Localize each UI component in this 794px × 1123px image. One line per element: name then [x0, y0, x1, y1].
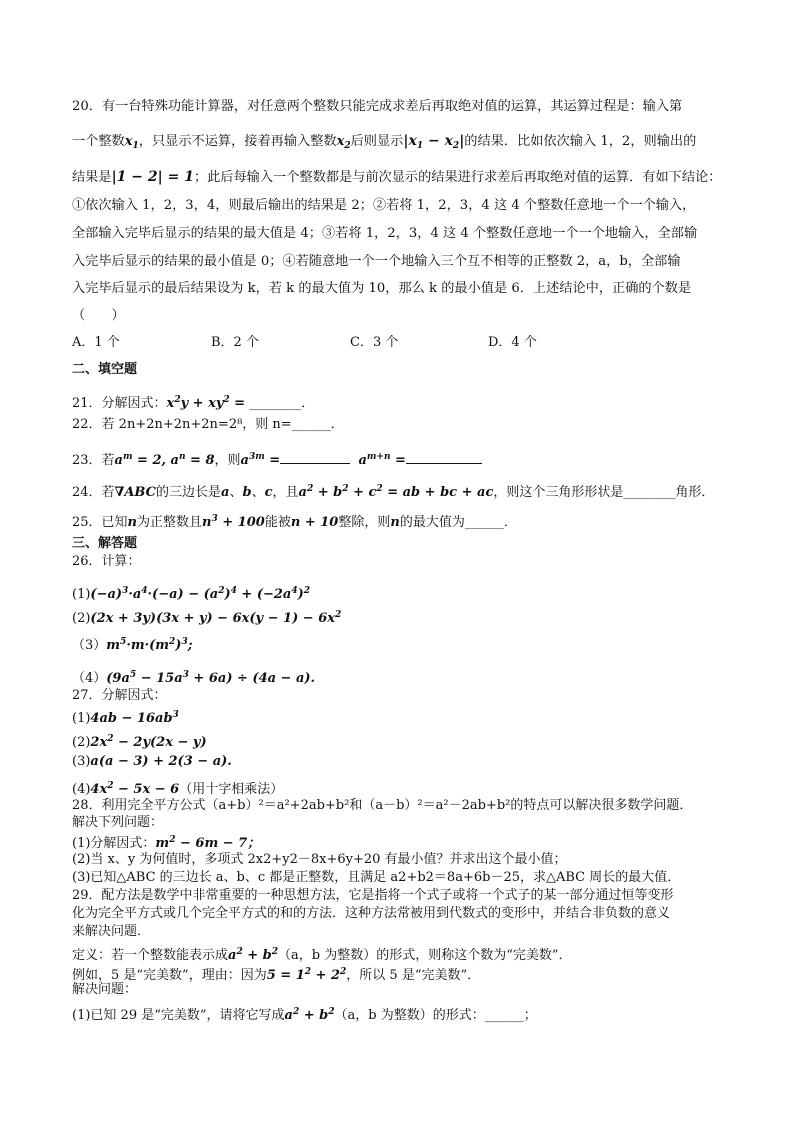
math-c: c: [264, 485, 273, 500]
math-abs-x1-x2: $|x_1 - x_2|$: [403, 133, 465, 151]
q29-1: (1)已知 29 是“完美数”，请将它写成$a^2 + b^2(a$，b 为整数）的形式：______；: [72, 1007, 537, 1023]
math-q27-2: $2x^2 - 2y(2x - y)$: [90, 734, 207, 750]
math-n-10: n + 10: [290, 515, 339, 530]
q26-1: $(1)(-a)^3\cdot a^4\cdot(-a) - (a^2)^4 + (-2a^4)^2$: [72, 586, 311, 602]
option-c: C．3 个: [350, 335, 399, 350]
math-a2-b2-2: $a^2 + b^2$: [284, 1007, 335, 1023]
option-d: D．4 个: [488, 335, 537, 350]
q29-definition: 定义：若一个整数能表示成$a^2 + b^2(a$，b 为整数）的形式，则称这个数为“完美数”．: [72, 947, 572, 963]
math-q28-1: $m^2 - 6m - 7$；: [155, 835, 261, 851]
q20-line8: （ ）: [72, 308, 125, 323]
q25: 25．已知n为正整数且$n^3 + 100$能被n + 10整除，则n的最大值为______．: [72, 514, 517, 530]
math-q27-3: a(a − 3) + 2(3 − a).: [90, 754, 232, 769]
math-q21: $x^2y + xy^2$ =: [166, 395, 246, 411]
q23: 23．若$a^m = 2$, $a^n = 8$，则$a^{3m} = a^{m+n}$ =: [72, 448, 482, 470]
q29-line2: 化为完全平方式或几个完全平方式的和的方法．这种方法常被用到代数式的变形中，并结合非负数的意义: [72, 906, 671, 921]
math-n3-100: $n^3 + 100$: [202, 514, 265, 530]
section-heading-fill-blank: 二、填空题: [72, 362, 138, 377]
q28-1: (1)分解因式：$m^2 - 6m - 7$；: [72, 835, 261, 851]
math-q23-expr2: $a^{m+n}$ =: [358, 452, 406, 468]
q21: 21．分解因式：$x^2y + xy^2$ = ________．: [72, 395, 315, 411]
q20-line1: 20．有一台特殊功能计算器，对任意两个整数只能完成求差后再取绝对值的运算，其运算过程是：输入第: [72, 99, 683, 114]
q29-line3: 来解决问题．: [72, 924, 151, 939]
q26-2: $(2)(2x + 3y)(3x + y) - 6x(y - 1) - 6x^2$: [72, 610, 342, 626]
q29-subtitle: 解决问题：: [72, 982, 138, 997]
q27-1: $(1)4ab - 16ab^3$: [72, 710, 179, 726]
q26-3: $(3)m^5\cdot m\cdot(m^2)^3$;: [72, 637, 193, 653]
math-x1: $x_1$: [124, 134, 139, 151]
math-triangle-abc: ∇ABC: [114, 485, 156, 500]
math-a2-b2: $a^2 + b^2$: [228, 947, 279, 963]
q23-blank2[interactable]: [406, 451, 482, 464]
section-heading-solve: 三、解答题: [72, 536, 138, 551]
math-q26-4: $(9a^5 - 15a^3 + 6a) \div (4a - a)$.: [106, 670, 316, 686]
math-a: a: [221, 485, 230, 500]
math-abs-1-2: |1 − 2| = 1: [111, 169, 194, 185]
math-n2: n: [390, 515, 400, 530]
q26: 26．计算：: [72, 554, 141, 569]
q27-4: $(4)4x^2 - 5x - 6$（用十字相乘法）: [72, 781, 284, 797]
q24: 24．若∇ABC的三边长是a、b、c，且$a^2 + b^2 + c^2$ = ab + bc + ac，则这个三角形形状是________角形．: [72, 484, 715, 500]
q23-blank1[interactable]: [280, 451, 350, 464]
q29-example: 例如，5 是“完美数”，理由：因为$5 = 1^2 + 2^2$，所以 5 是“完美数”．: [72, 967, 481, 983]
math-n: n: [127, 515, 137, 530]
q20-line2: 一个整数$x_1$，只显示不运算，接着再输入整数$x_2$后则显示$|x_1 - x_2|$的结果．比如依次输入 1，2，则输出的: [72, 133, 697, 151]
math-q23-expr1: $a^{3m}$ =: [240, 452, 281, 468]
option-b: B．2 个: [211, 335, 259, 350]
q28: 28．利用完全平方公式（a+b）²＝a²+2ab+b²和（a－b）²＝a²－2ab+b²的特点可以解决很多数学问题．: [72, 798, 693, 813]
q20-line7: 入完毕后显示的最后结果设为 k，若 k 的最大值为 10，那么 k 的最小值是 6．上述结论中，正确的个数是: [72, 281, 692, 296]
math-x2: $x_2$: [336, 134, 351, 151]
q27: 27．分解因式：: [72, 688, 167, 703]
q22: 22．若 2n+2n+2n+2n=2⁸，则 n=______．: [72, 417, 344, 432]
q28-2: (2)当 x、y 为何值时，多项式 2x2+y2－8x+6y+20 有最小值？并求出这个最小值；: [72, 852, 567, 867]
math-b: b: [242, 485, 252, 500]
q28-3: (3)已知△ABC 的三边长 a、b、c 都是正整数，且满足 a2+b2＝8a+6b－25，求△ABC 周长的最大值．: [72, 870, 681, 885]
q28-subtitle: 解决下列问题：: [72, 815, 164, 830]
math-q27-1: $4ab - 16ab^3$: [90, 710, 179, 726]
q20-line6: 入完毕后显示的结果的最小值是 0；④若随意地一个一个地输入三个互不相等的正整数 2，a，b，全部输: [72, 254, 681, 269]
q20-line4: ①依次输入 1，2，3，4，则最后输出的结果是 2；②若将 1，2，3，4 这 4 个整数任意地一个一个输入，: [72, 198, 696, 213]
option-a: A．1 个: [72, 335, 120, 350]
math-q23-given: $a^m = 2$, $a^n = 8$: [114, 452, 215, 468]
math-q27-4: $4x^2 - 5x - 6$: [90, 781, 180, 797]
math-q26-2: $(2x + 3y)(3x + y) - 6x(y - 1) - 6x^2$: [90, 610, 342, 626]
q20-line5: 全部输入完毕后显示的结果的最大值是 4；③若将 1，2，3，4 这 4 个整数任意地一个一个地输入，全部输: [72, 226, 698, 241]
q27-2: $(2)2x^2 - 2y(2x - y)$: [72, 734, 207, 750]
q20-line3: 结果是|1 − 2| = 1；此后每输入一个整数都是与前次显示的结果进行求差后再取绝对值的运算．有如下结论：: [72, 169, 722, 185]
q27-3: (3)a(a − 3) + 2(3 − a).: [72, 754, 232, 769]
q26-4: $(4)(9a^5 - 15a^3 + 6a) \div (4a - a)$.: [72, 670, 316, 686]
math-q26-1: $(-a)^3\cdot a^4\cdot(-a) - (a^2)^4 + (-2a^4)^2$: [90, 586, 311, 602]
math-5-eq: $5 = 1^2 + 2^2$: [266, 967, 347, 983]
q29-line1: 29．配方法是数学中非常重要的一种思想方法，它是指将一个式子或将一个式子的某一部分通过恒等变形: [72, 888, 674, 903]
math-q24-eq: $a^2 + b^2 + c^2$ = ab + bc + ac: [298, 484, 494, 500]
math-q26-3: $m^5\cdot m\cdot(m^2)^3$;: [106, 637, 193, 653]
